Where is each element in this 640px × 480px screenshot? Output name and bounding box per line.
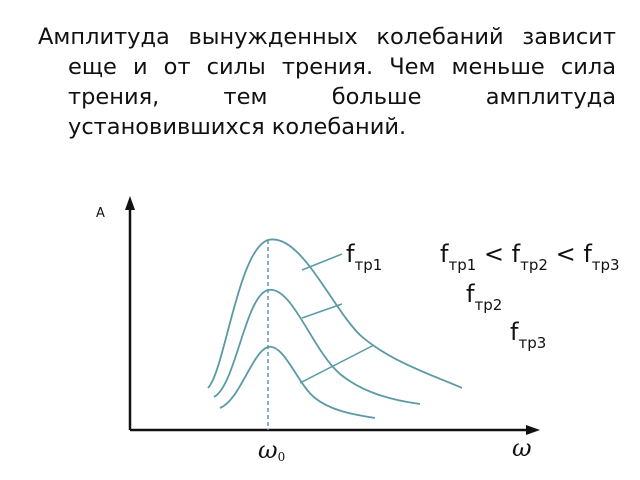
resonance-frequency-label: $\omega_0$ bbox=[258, 436, 286, 464]
leader-line-ftr2 bbox=[302, 304, 342, 318]
leader-line-ftr1 bbox=[302, 254, 342, 270]
friction-inequality: $f_{тр1} < f_{тр2} < f_{тр3}$ bbox=[440, 240, 620, 274]
x-axis-label: ω bbox=[512, 434, 532, 462]
curve-ftr2 bbox=[214, 290, 420, 404]
curve-label-ftr2: $f_{тр2}$ bbox=[466, 280, 503, 314]
leader-line-ftr3 bbox=[300, 345, 374, 383]
text-line-4: установившихся колебаний. bbox=[68, 114, 407, 140]
text-line-3: трения, тем больше амплитуда bbox=[68, 84, 616, 110]
curve-label-ftr1: $f_{тр1}$ bbox=[346, 240, 383, 274]
y-axis-label: A bbox=[96, 206, 105, 221]
text-line-1: Амплитуда вынужденных колебаний зависит bbox=[38, 24, 616, 50]
curve-label-ftr3: $f_{тр3}$ bbox=[510, 318, 547, 352]
text-line-2: еще и от силы трения. Чем меньше сила bbox=[68, 54, 616, 80]
y-axis-arrow bbox=[125, 196, 135, 210]
